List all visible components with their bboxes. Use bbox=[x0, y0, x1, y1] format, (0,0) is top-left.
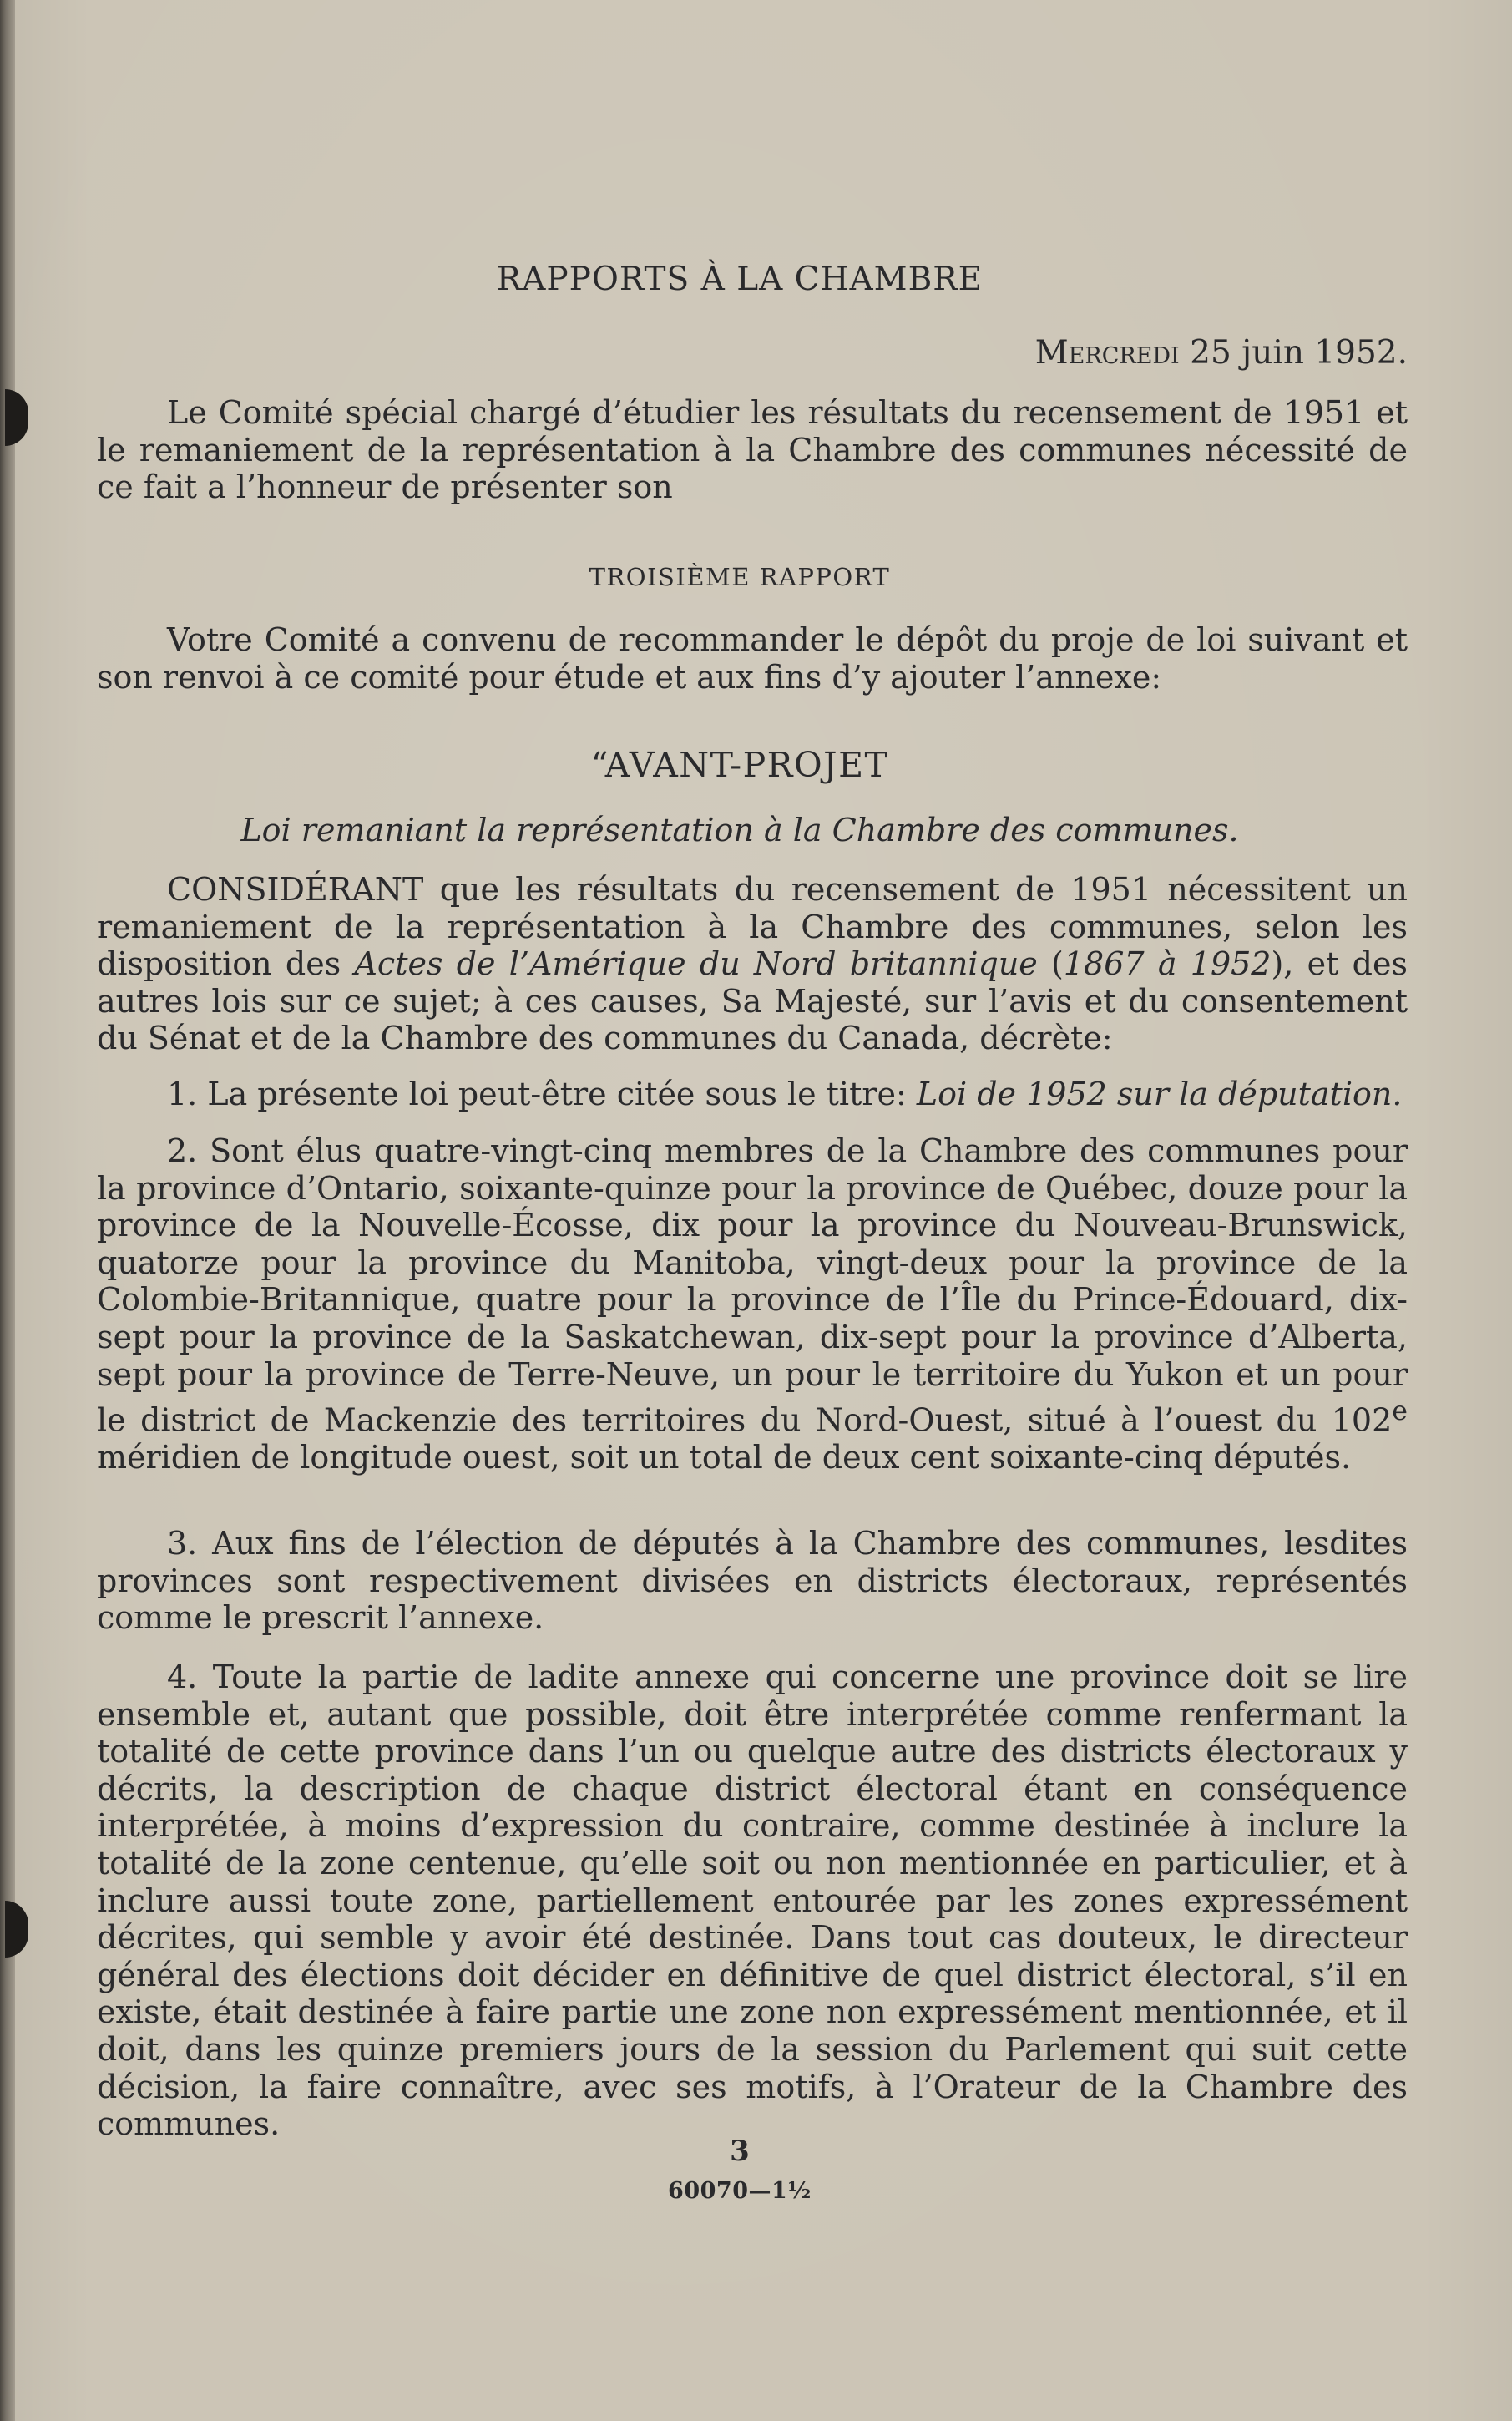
article-2-text-b: méridien de longitude ouest, soit un total de deux cent soixante-cinq députés. bbox=[97, 1439, 1352, 1476]
date-value: 25 juin 1952. bbox=[1190, 334, 1408, 372]
article-2-text-a: 2. Sont élus quatre-vingt-cinq membres de la Chambre des communes pour la province d’Ontario, soixante-quinze pour la province de Québec, douze pour la province de la Nouvelle-Écosse, dix pour la province du Nouveau-Brunswick, quatorze pour la province du Manitoba, vingt-deux pour la province de la Colombie-Britannique, quatre pour la province de l’Île du Prince-Édouard, dix-sept pour la province de la Saskatchewan, dix-sept pour la province d’Alberta, sept pour la province de Terre-Neuve, un pour le territoire du Yukon et un pour le district de Mackenzie des territoires du Nord-Ouest, situé à l’ouest du 102 bbox=[97, 1132, 1408, 1439]
article-2-superscript: e bbox=[1392, 1396, 1408, 1427]
recommendation-paragraph: Votre Comité a convenu de recommander le dépôt du proje de loi suivant et son renvoi à ce comité pour étude et aux fins d’y ajouter l’annexe: bbox=[97, 621, 1408, 696]
page-title: RAPPORTS À LA CHAMBRE bbox=[496, 261, 984, 298]
considerant-paragraph bbox=[97, 871, 1408, 1057]
binding-hole bbox=[5, 389, 28, 446]
article-3: 3. Aux fins de l’élection de députés à la Chambre des communes, lesdites provinces sont respectivement divisées en districts électoraux, représentés comme le prescrit l’annexe. bbox=[97, 1525, 1408, 1637]
article-1 bbox=[97, 1076, 1408, 1113]
article-4: 4. Toute la partie de ladite annexe qui concerne une province doit se lire ensemble et, autant que possible, doit être interprétée comme renfermant la totalité de cette province dans l’un ou quelque autre des districts électoraux y décrits, la description de chaque district électoral étant en conséquence interprétée, à moins d’expression du contraire, comme destinée à inclure la totalité de la zone centenue, qu’elle soit ou non mentionnée en particulier, et à inclure aussi toute zone, partiellement entourée par les zones expressément décrites, qui semble y avoir été destinée. Dans tout cas douteux, le directeur général des élections doit décider en définitive de quel district électoral, s’il en existe, était destinée à faire partie une zone non expressément mentionnée, et il doit, dans les quinze premiers jours de la session du Parlement qui suit cette décision, la faire connaître, avec ses motifs, à l’Orateur de la Chambre des communes. bbox=[97, 1659, 1408, 2143]
considerant-years: 1867 à 1952 bbox=[1063, 945, 1272, 983]
article-2 bbox=[97, 1132, 1408, 1476]
considerant-acts: Actes de l’Amérique du Nord britannique bbox=[354, 945, 1038, 983]
bill-heading: “AVANT-PROJET bbox=[590, 745, 889, 785]
page-number: 3 bbox=[730, 2135, 750, 2168]
considerant-text-a: CONSIDÉRANT que les résultats du recensement de 1951 nécessitent un remaniement de la représentation à la Chambre des communes, selon les disposition des bbox=[97, 871, 1408, 983]
binding-edge bbox=[0, 0, 15, 2421]
binding-hole bbox=[5, 1901, 28, 1958]
date-weekday: Mercredi bbox=[1034, 334, 1180, 372]
article-1-title: Loi de 1952 sur la députation. bbox=[916, 1076, 1403, 1112]
considerant-text-c: ), et des autres lois sur ce sujet; à ces causes, Sa Majesté, sur l’avis et du consentement du Sénat et de la Chambre des communes du Canada, décrète: bbox=[97, 945, 1408, 1057]
report-date bbox=[1035, 334, 1408, 372]
intro-paragraph: Le Comité spécial chargé d’étudier les résultats du recensement de 1951 et le remaniement de la représentation à la Chambre des communes nécessité de ce fait a l’honneur de présenter son bbox=[97, 394, 1408, 506]
bill-subtitle: Loi remaniant la représentation à la Chambre des communes. bbox=[240, 812, 1239, 848]
print-code: 60070—1½ bbox=[668, 2178, 812, 2204]
article-1-text: 1. La présente loi peut-être citée sous le titre: bbox=[167, 1076, 917, 1112]
considerant-text-b: ( bbox=[1037, 945, 1064, 983]
report-heading: TROISIÈME RAPPORT bbox=[589, 563, 891, 591]
